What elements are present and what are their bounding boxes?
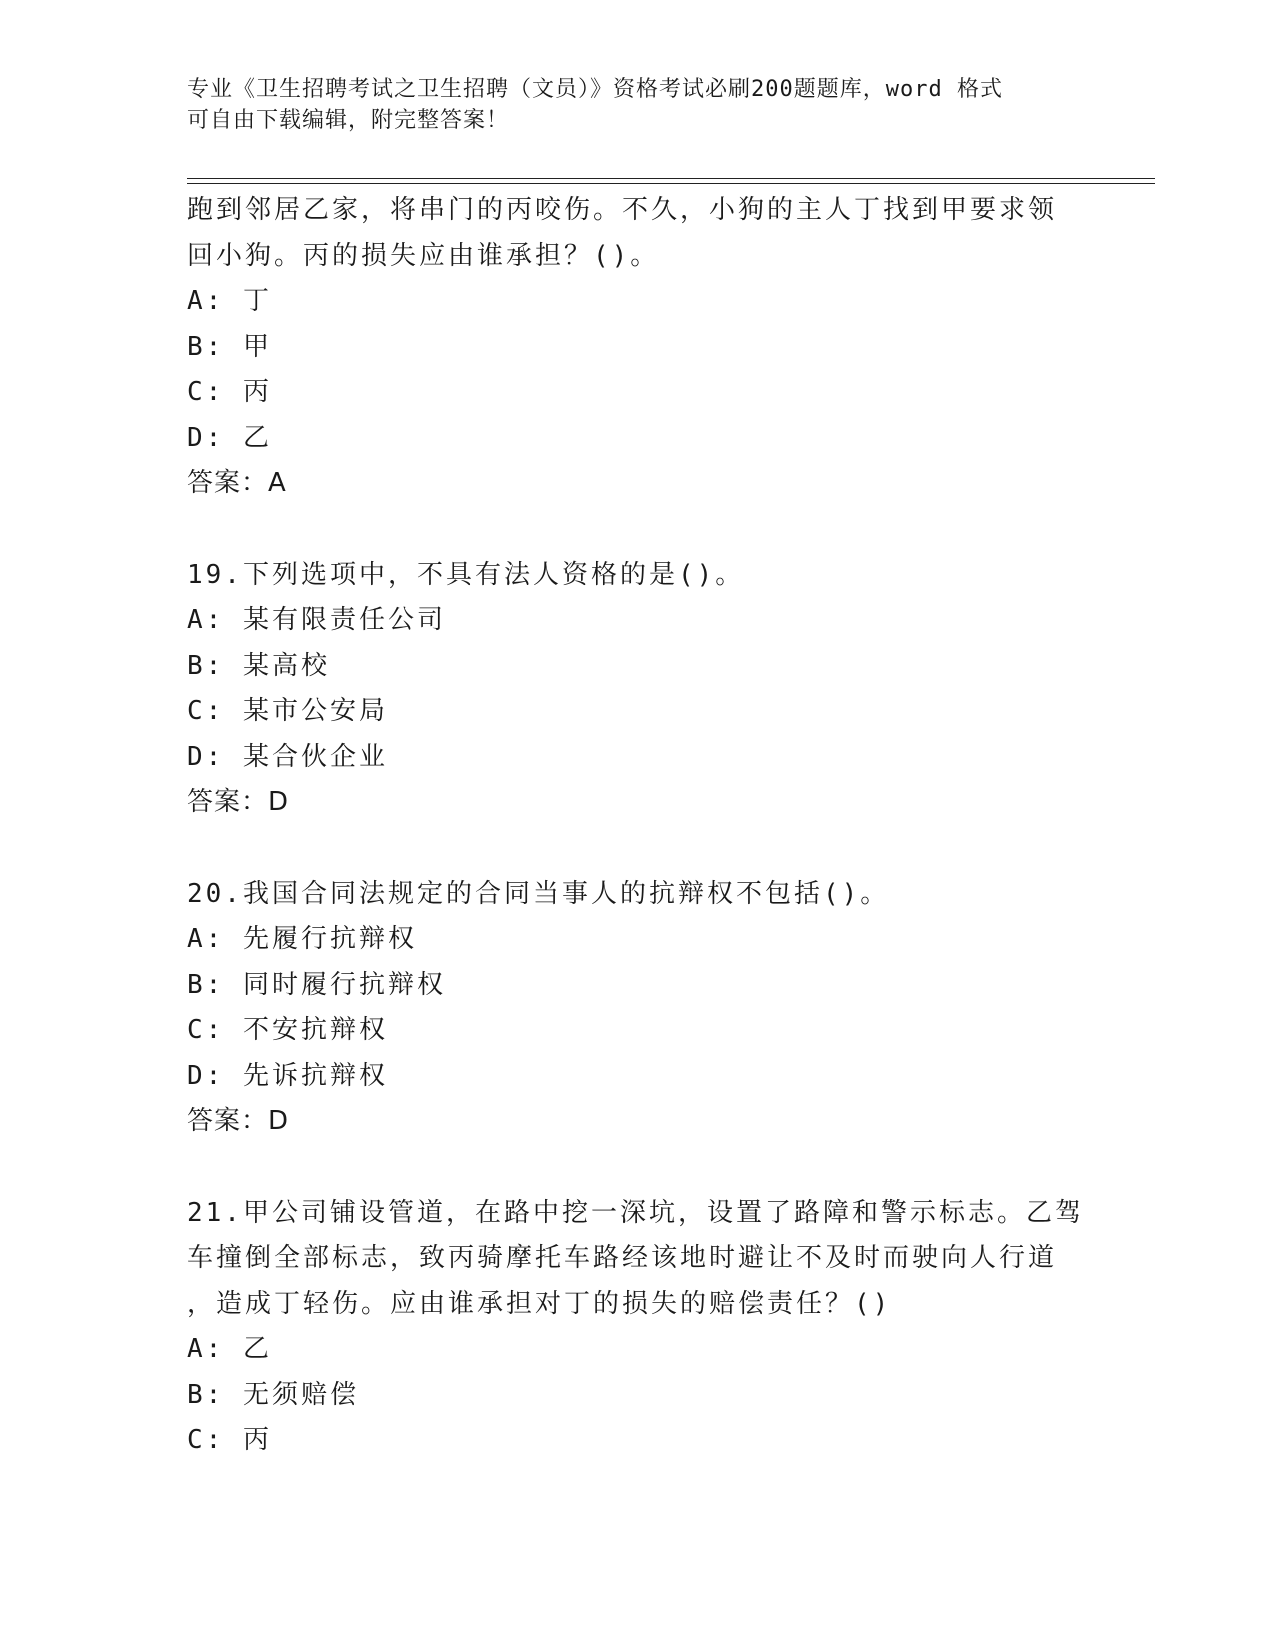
answer-line: 答案：D bbox=[187, 787, 290, 817]
question-block bbox=[187, 188, 1147, 507]
question-stem: 回小狗。丙的损失应由谁承担？()。 bbox=[187, 240, 660, 271]
question-stem: 车撞倒全部标志，致丙骑摩托车路经该地时避让不及时而驶向人行道 bbox=[187, 1243, 1058, 1273]
option-b: B: 无须赔偿 bbox=[187, 1379, 359, 1410]
header-title-line-2: 可自由下载编辑，附完整答案！ bbox=[187, 108, 510, 133]
option-b: B: 某高校 bbox=[187, 650, 330, 681]
answer-line: 答案：D bbox=[187, 1106, 290, 1136]
question-stem: 21.甲公司铺设管道，在路中挖一深坑，设置了路障和警示标志。乙驾 bbox=[187, 1197, 1084, 1228]
answer-line: 答案：A bbox=[187, 468, 287, 498]
question-block bbox=[187, 553, 1147, 826]
option-c: C: 丙 bbox=[187, 377, 272, 407]
option-a: A: 某有限责任公司 bbox=[187, 605, 446, 635]
option-c: C: 不安抗辩权 bbox=[187, 1015, 388, 1045]
question-spacer bbox=[187, 826, 1147, 872]
question-list bbox=[187, 188, 1147, 1464]
question-spacer bbox=[187, 507, 1147, 553]
option-d: D: 某合伙企业 bbox=[187, 741, 388, 772]
option-c: C: 某市公安局 bbox=[187, 696, 388, 726]
question-stem: 20.我国合同法规定的合同当事人的抗辩权不包括()。 bbox=[187, 878, 890, 909]
option-c: C: 丙 bbox=[187, 1425, 272, 1455]
option-b: B: 同时履行抗辩权 bbox=[187, 969, 446, 1000]
question-stem: 19.下列选项中，不具有法人资格的是()。 bbox=[187, 559, 745, 590]
question-stem: ，造成丁轻伤。应由谁承担对丁的损失的赔偿责任？() bbox=[187, 1288, 892, 1319]
header-divider-top bbox=[187, 178, 1155, 179]
option-a: A: 丁 bbox=[187, 286, 272, 316]
question-spacer bbox=[187, 1145, 1147, 1191]
header-divider-bottom bbox=[187, 183, 1155, 184]
question-block bbox=[187, 1191, 1147, 1464]
option-b: B: 甲 bbox=[187, 331, 272, 362]
header-title-line-1: 专业《卫生招聘考试之卫生招聘（文员）》资格考试必刷200题题库，word 格式 bbox=[187, 77, 1003, 102]
question-block bbox=[187, 872, 1147, 1145]
option-d: D: 乙 bbox=[187, 422, 272, 453]
question-stem: 跑到邻居乙家，将串门的丙咬伤。不久，小狗的主人丁找到甲要求领 bbox=[187, 195, 1058, 225]
option-a: A: 乙 bbox=[187, 1334, 272, 1364]
page-header bbox=[187, 74, 1087, 136]
option-d: D: 先诉抗辩权 bbox=[187, 1060, 388, 1091]
option-a: A: 先履行抗辩权 bbox=[187, 924, 417, 954]
